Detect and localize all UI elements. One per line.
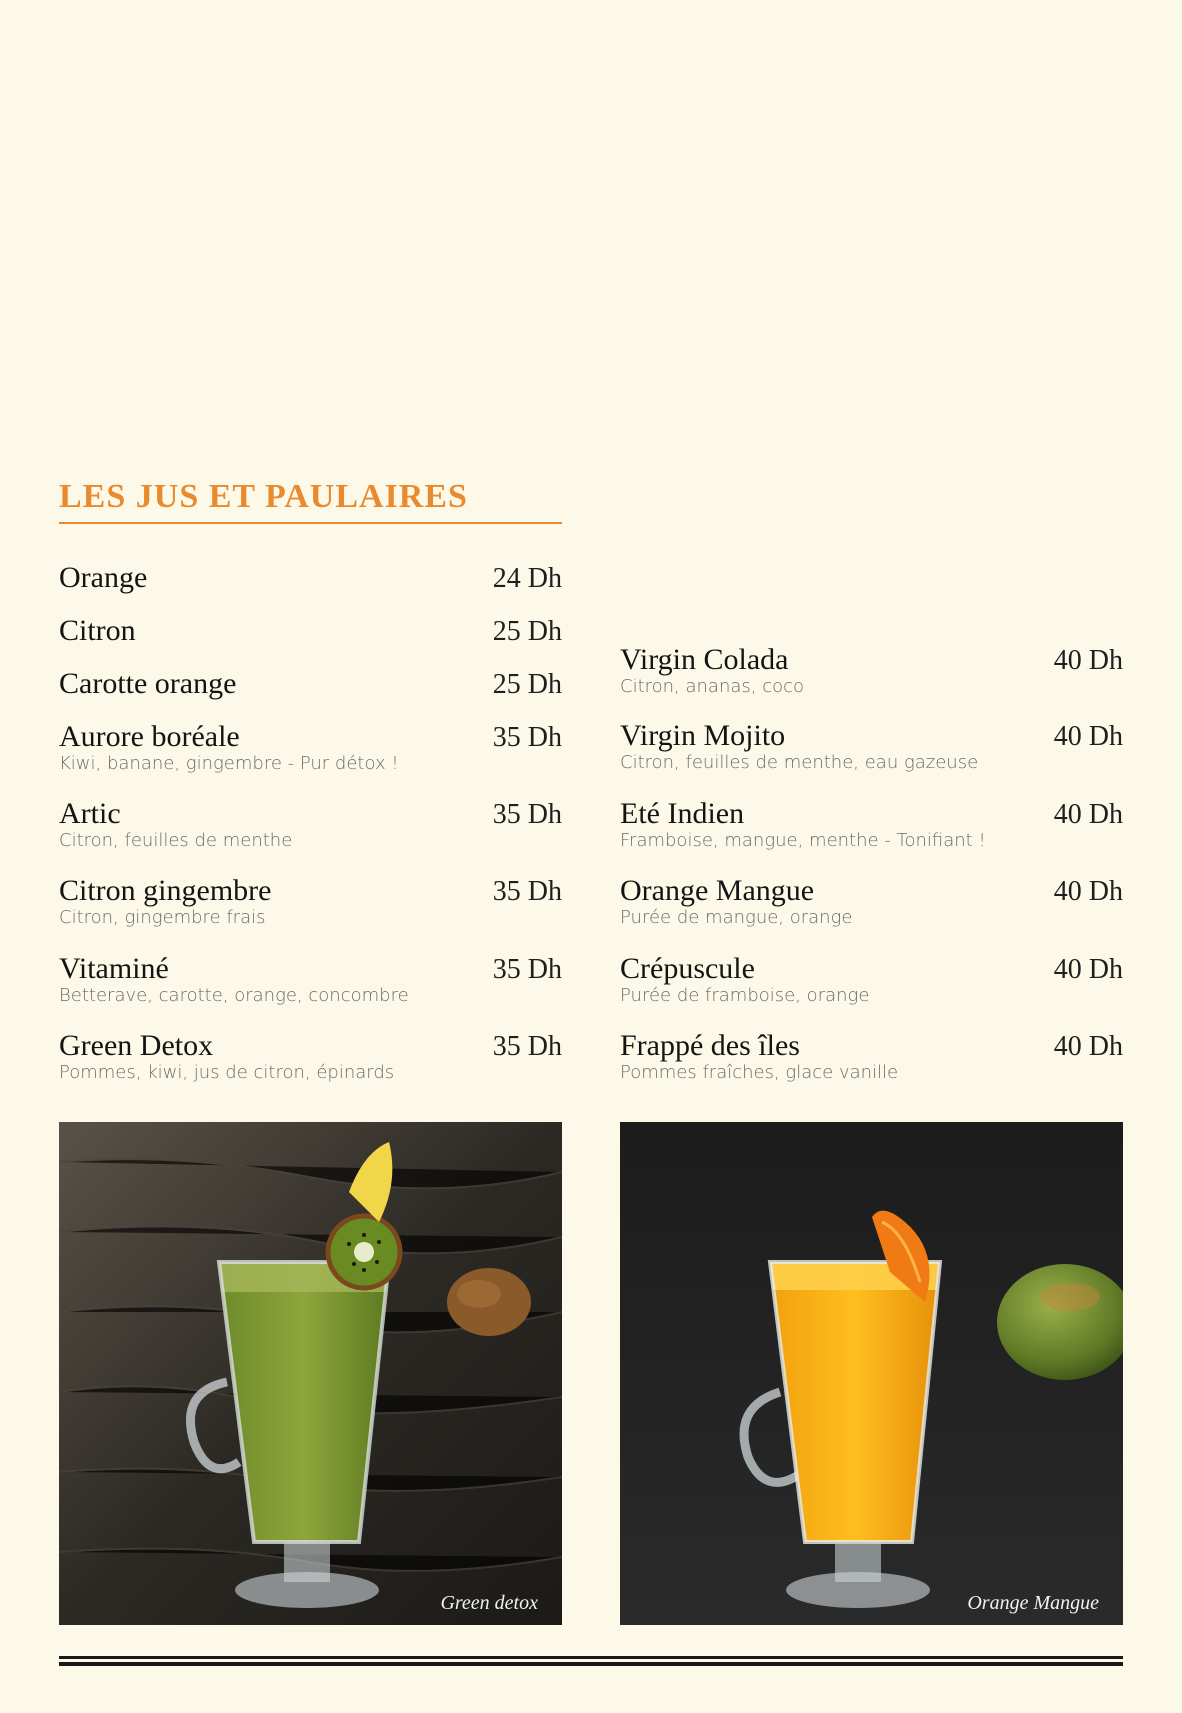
item-price: 40 Dh: [1053, 1031, 1123, 1062]
menu-item: [59, 876, 562, 928]
item-name: Green Detox: [59, 1029, 214, 1062]
item-name: Virgin Colada: [620, 643, 789, 676]
item-name: Orange: [59, 561, 148, 594]
item-price: 35 Dh: [492, 876, 562, 907]
green-detox-photo: [59, 1122, 562, 1625]
item-price: 25 Dh: [492, 616, 562, 647]
menu-item: [620, 876, 1123, 928]
menu-item: [620, 645, 1123, 697]
photo-caption: Orange Mangue: [967, 1592, 1099, 1614]
item-name: Vitaminé: [59, 952, 169, 985]
menu-item: [59, 563, 562, 594]
item-description: Betterave, carotte, orange, concombre: [59, 985, 409, 1006]
item-name: Crépuscule: [620, 952, 755, 985]
item-name: Carotte orange: [59, 667, 237, 700]
item-price: 40 Dh: [1053, 876, 1123, 907]
item-name: Citron gingembre: [59, 874, 272, 907]
footer-rule: [59, 1662, 1123, 1666]
menu-item: [59, 1031, 562, 1083]
menu-item: [620, 1031, 1123, 1083]
menu-item: [59, 799, 562, 851]
item-description: Kiwi, banane, gingembre - Pur détox !: [59, 753, 399, 774]
item-price: 25 Dh: [492, 669, 562, 700]
orange-mangue-photo: [620, 1122, 1123, 1625]
green-detox-illustration: [59, 1122, 562, 1625]
footer-rule: [59, 1656, 1123, 1659]
menu-item: [620, 721, 1123, 773]
menu-item: [59, 616, 562, 647]
item-name: Frappé des îles: [620, 1029, 800, 1062]
section-title: LES JUS ET PAULAIRES: [59, 478, 562, 524]
item-price: 40 Dh: [1053, 799, 1123, 830]
item-description: Pommes, kiwi, jus de citron, épinards: [59, 1062, 395, 1083]
item-name: Eté Indien: [620, 797, 745, 830]
item-description: Pommes fraîches, glace vanille: [620, 1062, 899, 1083]
item-name: Artic: [59, 797, 121, 830]
item-description: Purée de framboise, orange: [620, 985, 870, 1006]
item-description: Citron, feuilles de menthe, eau gazeuse: [620, 752, 979, 773]
orange-mangue-illustration: [620, 1122, 1123, 1625]
item-name: Aurore boréale: [59, 720, 240, 753]
item-price: 40 Dh: [1053, 645, 1123, 676]
item-name: Virgin Mojito: [620, 719, 786, 752]
item-description: Citron, gingembre frais: [59, 907, 266, 928]
item-price: 35 Dh: [492, 722, 562, 753]
menu-item: [59, 954, 562, 1006]
menu-item: [620, 954, 1123, 1006]
item-price: 24 Dh: [492, 563, 562, 594]
item-price: 40 Dh: [1053, 721, 1123, 752]
item-description: Citron, ananas, coco: [620, 676, 805, 697]
item-price: 35 Dh: [492, 799, 562, 830]
item-name: Citron: [59, 614, 136, 647]
item-description: Purée de mangue, orange: [620, 907, 853, 928]
item-name: Orange Mangue: [620, 874, 815, 907]
item-price: 35 Dh: [492, 1031, 562, 1062]
item-description: Framboise, mangue, menthe - Tonifiant !: [620, 830, 986, 851]
menu-item: [59, 669, 562, 700]
photo-caption: Green detox: [440, 1592, 538, 1614]
item-price: 40 Dh: [1053, 954, 1123, 985]
item-description: Citron, feuilles de menthe: [59, 830, 293, 851]
menu-item: [620, 799, 1123, 851]
item-price: 35 Dh: [492, 954, 562, 985]
menu-item: [59, 722, 562, 774]
